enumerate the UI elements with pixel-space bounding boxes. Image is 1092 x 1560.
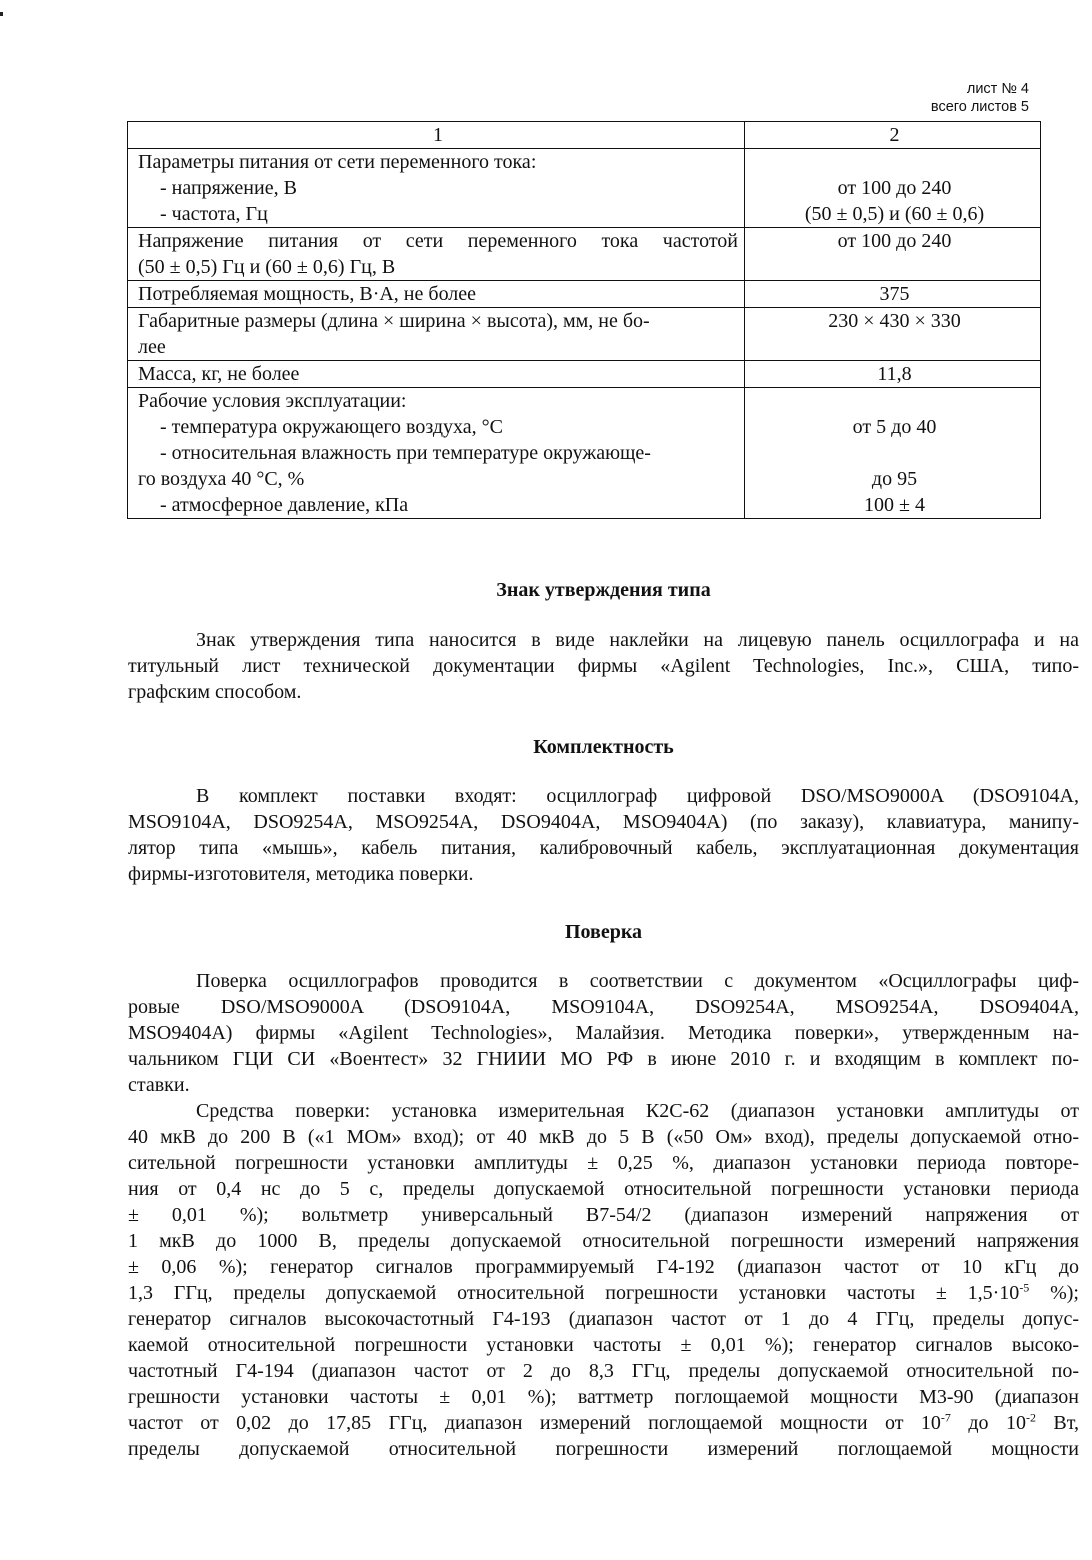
text-line: 1 мкВ до 1000 В, пределы допускаемой относительной погрешности измерений напряжения	[128, 1230, 1079, 1252]
text-line: титульный лист технической документации фирмы «Agilent Technologies, Inc.», США, типо-	[128, 655, 1079, 677]
table-row	[128, 149, 1041, 228]
section-completeness	[128, 734, 1079, 887]
param-cell	[128, 149, 745, 228]
table-header-row	[128, 122, 1041, 149]
value-cell	[745, 228, 1041, 281]
text-line: фирмы-изготовителя, методика поверки.	[128, 863, 474, 885]
paragraph	[128, 1098, 1079, 1462]
value-text: 230 × 430 × 330	[828, 310, 961, 332]
param-text: Потребляемая мощность, В·А, не более	[138, 283, 477, 305]
text-line: MSO9104A, DSO9254A, MSO9254A, DSO9404A, MSO9404A) (по заказу), клавиатура, манипу-	[128, 811, 1079, 833]
text-line: ставки.	[128, 1074, 190, 1096]
text-line: генератор сигналов высокочастотный Г4-193 (диапазон частот от 1 до 4 ГГц, пределы допус-	[128, 1308, 1079, 1330]
param-text: - напряжение, В	[160, 177, 297, 199]
value-text: от 100 до 240	[837, 177, 952, 199]
section-verification	[128, 919, 1079, 1462]
column-header-1: 1	[128, 122, 745, 149]
exponent: -7	[940, 1410, 951, 1425]
value-text: от 5 до 40	[852, 416, 937, 438]
paragraph	[128, 783, 1079, 887]
param-text: Параметры питания от сети переменного тока:	[138, 151, 537, 173]
text-line: чальником ГЦИ СИ «Воентест» 32 ГНИИИ МО РФ в июне 2010 г. и входящим в комплект по-	[128, 1048, 1079, 1070]
table-row	[128, 228, 1041, 281]
text-line: каемой относительной погрешности установки частоты ± 0,01 %); генератор сигналов высоко-	[128, 1334, 1079, 1356]
text-line: Поверка осциллографов проводится в соответствии с документом «Осциллографы циф-	[196, 970, 1079, 992]
text-line: В комплект поставки входят: осциллограф цифровой DSO/MSO9000A (DSO9104A,	[196, 785, 1079, 807]
text-line: лятор типа «мышь», кабель питания, калибровочный кабель, эксплуатационная документация	[128, 837, 1079, 859]
param-text: Напряжение питания от сети переменного тока частотой	[138, 230, 738, 252]
value-cell	[745, 149, 1041, 228]
specifications-table	[127, 121, 1041, 519]
text-line: MSO9404A) фирмы «Agilent Technologies», Малайзия. Методика поверки», утвержденным на-	[128, 1022, 1079, 1044]
sheet-number: лист № 4	[966, 81, 1029, 97]
sheet-header	[931, 80, 1029, 116]
text-line: ± 0,01 %); вольтметр универсальный В7-54/2 (диапазон измерений напряжения от	[128, 1204, 1079, 1226]
exponent: -2	[1025, 1410, 1036, 1425]
text-line: 40 мкВ до 200 В («1 МОм» вход); от 40 мкВ до 5 В («50 Ом» вход), пределы допускаемой отно-	[128, 1126, 1079, 1148]
param-text: Масса, кг, не более	[138, 363, 300, 385]
value-cell	[745, 308, 1041, 361]
param-text: Габаритные размеры (длина × ширина × высота), мм, не бо-	[138, 310, 650, 332]
value-cell	[745, 361, 1041, 388]
param-text: - атмосферное давление, кПа	[160, 494, 409, 516]
table-row	[128, 308, 1041, 361]
scan-speck	[0, 12, 3, 16]
value-text: 375	[879, 283, 910, 305]
param-text: го воздуха 40 °С, %	[138, 468, 305, 490]
param-text: - относительная влажность при температуре окружающе-	[160, 442, 651, 464]
table-row	[128, 361, 1041, 388]
column-header-2: 2	[745, 122, 1041, 149]
text-line: пределы допускаемой относительной погрешности измерений поглощаемой мощности	[128, 1438, 1079, 1460]
total-sheets: всего листов 5	[930, 99, 1029, 115]
param-text: - температура окружающего воздуха, °С	[160, 416, 504, 438]
value-text: (50 ± 0,5) и (60 ± 0,6)	[804, 203, 985, 225]
text-line: ния от 0,4 нс до 5 с, пределы допускаемой относительной погрешности установки периода	[128, 1178, 1079, 1200]
section-title: Знак утверждения типа	[496, 579, 711, 601]
text-line: грешности установки частоты ± 0,01 %); ваттметр поглощаемой мощности М3-90 (диапазон	[128, 1386, 1079, 1408]
section-title: Комплектность	[533, 736, 674, 758]
param-cell	[128, 388, 745, 519]
paragraph	[128, 627, 1079, 705]
text-line: графским способом.	[128, 681, 302, 703]
value-text: 11,8	[877, 363, 912, 385]
param-cell	[128, 361, 745, 388]
table-row	[128, 388, 1041, 519]
paragraph	[128, 968, 1079, 1098]
text-line: Знак утверждения типа наносится в виде наклейки на лицевую панель осциллографа и на	[196, 629, 1079, 651]
value-text: 100 ± 4	[864, 494, 925, 516]
param-text: - частота, Гц	[160, 203, 268, 225]
text-fragment: %);	[1029, 1282, 1079, 1304]
param-text: Рабочие условия эксплуатации:	[138, 390, 407, 412]
text-line: ± 0,06 %); генератор сигналов программируемый Г4-192 (диапазон частот от 10 кГц до	[128, 1256, 1079, 1278]
value-text: от 100 до 240	[837, 230, 952, 252]
param-text: лее	[138, 336, 166, 358]
param-cell	[128, 308, 745, 361]
section-type-approval	[128, 577, 1079, 705]
text-line: Средства поверки: установка измерительная К2С-62 (диапазон установки амплитуды от	[196, 1100, 1079, 1122]
param-cell	[128, 281, 745, 308]
text-line: частотный Г4-194 (диапазон частот от 2 до 8,3 ГГц, пределы допускаемой относительной по-	[128, 1360, 1079, 1382]
text-line: ровые DSO/MSO9000A (DSO9104A, MSO9104A, DSO9254A, MSO9254A, DSO9404A,	[128, 996, 1079, 1018]
section-title: Поверка	[564, 921, 643, 943]
text-line	[128, 1410, 1079, 1436]
value-text: до 95	[871, 468, 918, 490]
text-line: сительной погрешности установки амплитуды ± 0,25 %, диапазон установки периода повторе-	[128, 1152, 1079, 1174]
param-text: (50 ± 0,5) Гц и (60 ± 0,6) Гц, В	[138, 256, 396, 278]
table-row	[128, 281, 1041, 308]
text-fragment: до 10	[950, 1412, 1026, 1434]
text-fragment: 1,3 ГГц, пределы допускаемой относительной погрешности установки частоты ± 1,5·10	[128, 1282, 1020, 1304]
exponent: -5	[1019, 1280, 1030, 1295]
text-fragment: частот от 0,02 до 17,85 ГГц, диапазон измерений поглощаемой мощности от 10	[128, 1412, 941, 1434]
text-line	[128, 1280, 1079, 1306]
text-fragment: Вт,	[1035, 1412, 1079, 1434]
value-cell	[745, 281, 1041, 308]
param-cell	[128, 228, 745, 281]
value-cell	[745, 388, 1041, 519]
